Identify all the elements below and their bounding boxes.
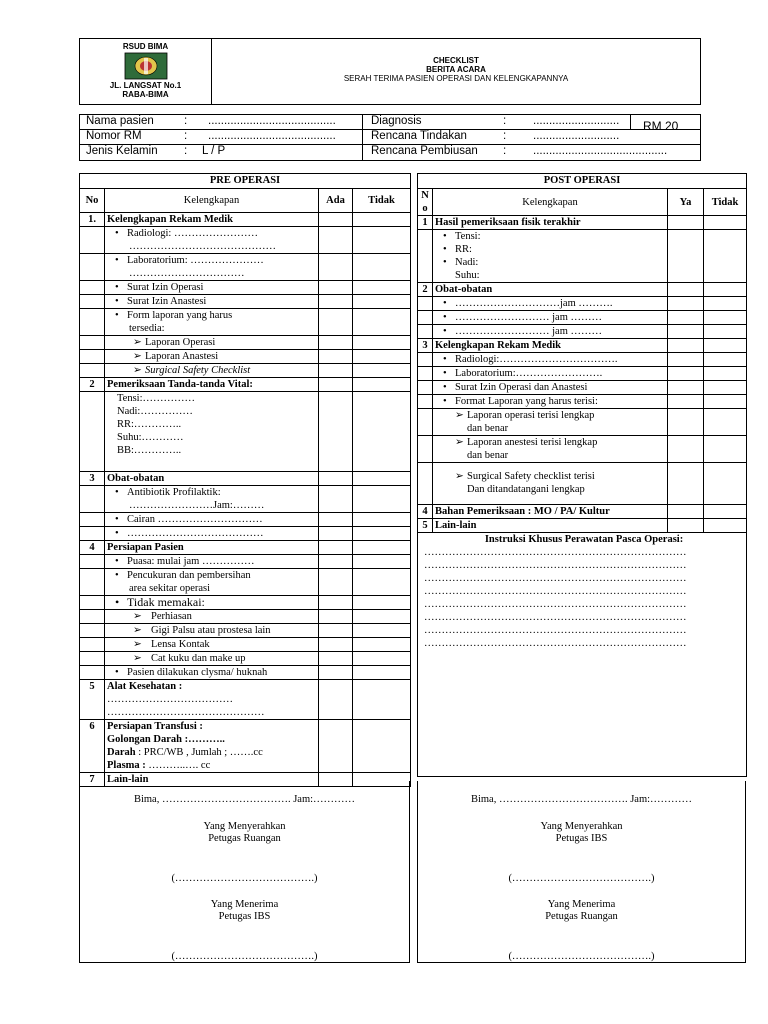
rencana-tindakan-field[interactable]: ........................... (533, 130, 620, 142)
list-item: ➢ Perhiasan (105, 610, 319, 624)
list-item: • ……………………… jam ……… (433, 325, 668, 339)
vital-signs: Tensi:…………… Nadi:…………… RR:………….. Suhu:………… BB:………….. (105, 392, 319, 472)
rm-number-field[interactable]: ........................................ (208, 130, 336, 142)
list-item: ➢ Surgical Safety Checklist (105, 364, 319, 378)
list-item: • Antibiotik Profilaktik: ……………………Jam:……… (105, 486, 319, 513)
list-item: ➢ Lensa Kontak (105, 638, 319, 652)
signature-area-pre: Bima, ………………………………. Jam:………… Yang Menyerahkan Petugas Ruangan (………………………………….) Yang Menerima Petugas IBS (………………………………….) (79, 781, 410, 963)
list-item: ➢ Gigi Palsu atau prostesa lain (105, 624, 319, 638)
title-berita-acara: BERITA ACARA (426, 65, 486, 74)
list-item: • Surat Izin Operasi (105, 281, 319, 295)
list-item: • Surat Izin Operasi dan Anastesi (433, 381, 668, 395)
patient-name-field[interactable]: ........................................ (208, 115, 336, 127)
list-item: • …………………………jam ………. (433, 297, 668, 311)
list-item: • Tidak memakai: (105, 596, 319, 610)
pre-operasi-title: PRE OPERASI (80, 174, 411, 189)
list-item: ➢ Surgical Safety checklist terisi Dan ditandatangani lengkap (433, 463, 668, 505)
hospital-city: RABA-BIMA (122, 90, 169, 99)
sex-label: Jenis Kelamin (86, 145, 158, 157)
signature-line[interactable]: (………………………………….) (508, 873, 655, 884)
list-item: ➢ Laporan Anastesi (105, 350, 319, 364)
hospital-name: RSUD BIMA (122, 42, 169, 51)
list-item: • Pencukuran dan pembersihan area sekitar operasi (105, 569, 319, 596)
list-item: • Radiologi:……………………………. (433, 353, 668, 367)
list-item: • Radiologi: …………………… …………………………………… (105, 227, 319, 254)
hospital-address: JL. LANGSAT No.1 (109, 81, 182, 90)
rm-code: RM 20 (643, 119, 679, 133)
signature-area-post: Bima, ………………………………. Jam:………… Yang Menyerahkan Petugas IBS (………………………………….) Yang Menerima Petugas Ruangan (………………………………….) (417, 781, 746, 963)
rencana-tindakan-label: Rencana Tindakan (371, 130, 467, 142)
diagnosis-label: Diagnosis (371, 115, 422, 127)
post-vitals: • Tensi: • RR: • Nadi: Suhu: (433, 230, 668, 283)
hospital-logo-icon (124, 52, 168, 80)
rm-number-label: Nomor RM (86, 130, 142, 142)
form-header (79, 38, 701, 105)
patient-info-box: Nama pasien : ........................................ Diagnosis : ........................... Nomor RM : ........................................ Rencana Tindakan : ........................... Jenis Kelamin : L / P Rencana Pembiusan : .......................................... RM 20 (79, 114, 701, 161)
check-ada[interactable] (319, 213, 353, 227)
list-item: ➢ Cat kuku dan make up (105, 652, 319, 666)
sex-field[interactable]: L / P (202, 145, 226, 157)
title-serah-terima: SERAH TERIMA PASIEN OPERASI DAN KELENGKAPANNYA (343, 74, 569, 83)
list-item: • Cairan ………………………… (105, 513, 319, 527)
list-item: • ……………………… jam ……… (433, 311, 668, 325)
list-item: • Pasien dilakukan clysma/ huknah (105, 666, 319, 680)
list-item: • Surat Izin Anastesi (105, 295, 319, 309)
rencana-pembiusan-label: Rencana Pembiusan (371, 145, 478, 157)
instruksi-khusus[interactable]: Instruksi Khusus Perawatan Pasca Operasi: ………………………………………………………………… ………………………………………………………………… ………………………………………………………………… ………………………………………………………………… ………………………………………………………………… ………………………………………………………………… ………………………………………………………………… ………………………………………………………………… (418, 533, 747, 777)
title-checklist: CHECKLIST (433, 56, 479, 65)
signature-line[interactable]: (………………………………….) (171, 951, 318, 962)
list-item: • Format Laporan yang harus terisi: (433, 395, 668, 409)
list-item: ➢ Laporan anestesi terisi lengkap dan benar (433, 436, 668, 463)
list-item: • Laboratorium: ………………… …………………………… (105, 254, 319, 281)
signature-line[interactable]: (………………………………….) (508, 951, 655, 962)
list-item: • Puasa: mulai jam …………… (105, 555, 319, 569)
post-operasi-title: POST OPERASI (418, 174, 747, 189)
list-item: ➢ Laporan operasi terisi lengkap dan benar (433, 409, 668, 436)
hospital-identity (80, 39, 212, 104)
patient-name-label: Nama pasien (86, 115, 154, 127)
list-item: ➢ Laporan Operasi (105, 336, 319, 350)
pre-s1-title: Kelengkapan Rekam Medik (105, 213, 319, 227)
diagnosis-field[interactable]: ........................... (533, 115, 620, 127)
list-item: • Form laporan yang harus tersedia: (105, 309, 319, 336)
post-operasi-table: POST OPERASI N o Kelengkapan Ya Tidak 1 Hasil pemeriksaan fisik terakhir • Tensi: • RR: • Nadi: Suhu: 2 Obat-obatan • …………………………jam ………. • ……………………… jam ……… • ……………………… jam ……… 3 Kelengkapan Rekam Medik • Radiologi:……………………………. • Laboratorium:……………………. • Surat Izin Operasi dan Anastesi • Format Laporan yang harus terisi: ➢ Laporan operasi terisi lengkap dan benar ➢ Laporan anestesi terisi lengkap dan benar ➢ Surgical Safety checklist terisi Dan ditandatangani lengkap 4 Bahan Pemeriksaan : MO / PA/ Kultur 5 Lain-lain Instruksi Khusus Perawatan Pasca Operasi: ………………………………………………………………… ………………………………………………………………… ………………………………………………………………… ………………………………………………………………… ………………………………………………………………… ………………………………………………………………… ………………………………………………………………… ………………………………………………………………… (417, 173, 747, 777)
pre-operasi-table: PRE OPERASI No Kelengkapan Ada Tidak 1. Kelengkapan Rekam Medik • Radiologi: …………………… …………………………………… • Laboratorium: ………………… …………………………… • Surat Izin Operasi • Surat Izin Anastesi • Form laporan yang harus tersedia: ➢ Laporan Operasi ➢ Laporan Anastesi ➢ Surgical Safety Checklist 2 Pemeriksaan Tanda-tanda Vital: Tensi:…………… Nadi:…………… RR:………….. Suhu:………… BB:………….. 3 Obat-obatan • Antibiotik Profilaktik: ……………………Jam:……… • Cairan ………………………… • ………………………………… 4 Persiapan Pasien • Puasa: mulai jam …………… • Pencukuran dan pembersihan area sekitar operasi • Tidak memakai: ➢ Perhiasan ➢ Gigi Palsu atau prostesa lain ➢ Lensa Kontak ➢ Cat kuku dan make up • Pasien dilakukan clysma/ huknah 5 Alat Kesehatan : ……………………………… ……………………………………… 6 Persiapan Transfusi : Golongan Darah :……….. Darah : PRC/WB , Jumlah ; …….cc Plasma : ………..…. cc 7 Lain-lain (79, 173, 411, 787)
list-item: • Laboratorium:……………………. (433, 367, 668, 381)
signature-line[interactable]: (………………………………….) (171, 873, 318, 884)
rencana-pembiusan-field[interactable]: .......................................... (533, 145, 668, 157)
check-tidak[interactable] (353, 213, 411, 227)
list-item: • ………………………………… (105, 527, 319, 541)
form-title (212, 39, 700, 104)
